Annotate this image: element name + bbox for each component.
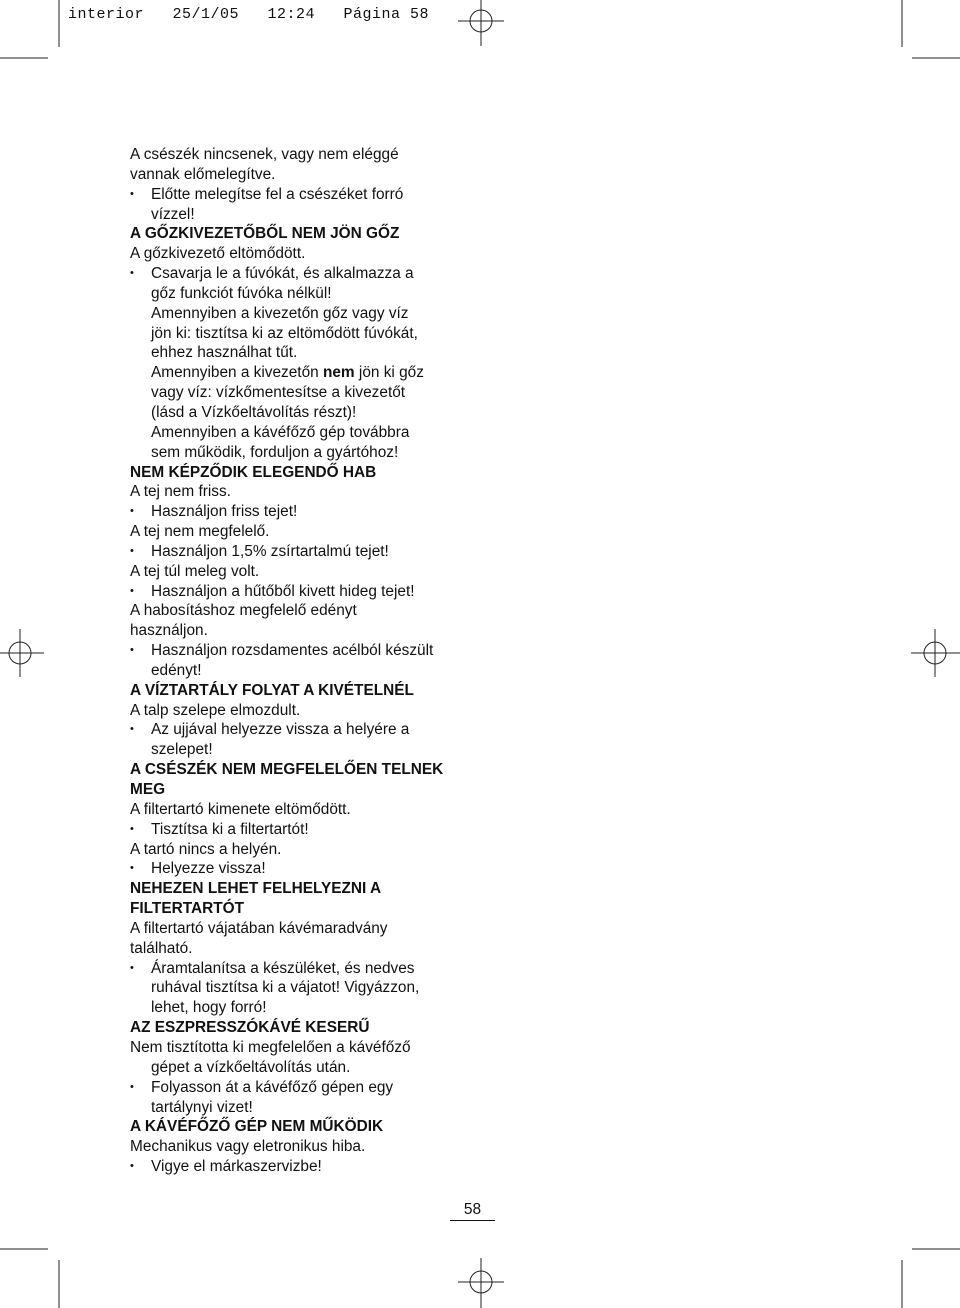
bullet-continuation: edényt! [151,661,202,679]
body-text-line: A gőzkivezető eltömődött. [130,245,306,263]
bullet-item: • Használjon a hűtőből kivett hideg tejet! [130,582,490,602]
bullet-continuation: ruhával tisztítsa ki a vájatot! Vigyázzon, [151,979,420,997]
bullet-item: • Használjon 1,5% zsírtartalmú tejet! [130,542,490,562]
body-text-line: A filtertartó vájatában kávémaradvány [130,919,388,937]
body-text-line: A talp szelepe elmozdult. [130,701,301,719]
bullet-item: • Helyezze vissza! [130,859,490,879]
bullet-item: • Áramtalanítsa a készüléket, és nedves [130,959,490,979]
registration-mark-bottom [458,1258,504,1308]
section-heading: A KÁVÉFŐZŐ GÉP NEM MŰKÖDIK [130,1118,384,1136]
bullet-continuation: ehhez használhat tűt. [151,344,298,362]
bullet-continuation: sem működik, forduljon a gyártóhoz! [151,443,399,461]
body-text-line: Nem tisztította ki megfelelően a kávéfőző [130,1038,411,1056]
bullet-continuation: gépet a vízkőeltávolítás után. [151,1058,351,1076]
bullet-item: • Az ujjával helyezze vissza a helyére a [130,720,490,740]
bullet-continuation: szelepet! [151,741,213,759]
registration-mark-top [458,0,504,46]
section-heading: AZ ESZPRESSZÓKÁVÉ KESERŰ [130,1019,370,1037]
bullet-item: • Előtte melegítse fel a csészéket forró [130,185,490,205]
body-text-line: A tej nem friss. [130,483,231,501]
section-heading: FILTERTARTÓT [130,900,244,918]
bullet-item: • Használjon friss tejet! [130,502,490,522]
text-span: jön ki gőz [354,364,424,382]
section-heading: NEM KÉPZŐDIK ELEGENDŐ HAB [130,463,377,481]
bullet-item: • Tisztítsa ki a filtertartót! [130,820,490,840]
body-text-line: A habosításhoz megfelelő edényt [130,602,357,620]
bullet-continuation: (lásd a Vízkőeltávolítás részt)! [151,403,357,421]
bullet-item: • Folyasson át a kávéfőző gépen egy [130,1078,490,1098]
bullet-item: • Csavarja le a fúvókát, és alkalmazza a [130,264,490,284]
body-text-line: használjon. [130,622,208,640]
registration-mark-left [0,629,44,677]
body-text-line: A filtertartó kimenete eltömődött. [130,800,351,818]
bullet-continuation: gőz funkciót fúvóka nélkül! [151,284,332,302]
section-heading: A VÍZTARTÁLY FOLYAT A KIVÉTELNÉL [130,681,414,699]
bullet-item: • Vigye el márkaszervizbe! [130,1157,490,1177]
body-text-line: vannak előmelegítve. [130,165,276,183]
print-slug: interior 25/1/05 12:24 Página 58 [68,6,430,23]
bullet-continuation: lehet, hogy forró! [151,999,267,1017]
text-span: Amennyiben a kivezetőn [151,364,323,382]
section-heading: A GŐZKIVEZETŐBŐL NEM JÖN GŐZ [130,225,400,243]
page-number: 58 [450,1201,495,1221]
bullet-item: • Használjon rozsdamentes acélból készült [130,641,490,661]
body-text-line: A tej túl meleg volt. [130,562,260,580]
emphasis-text: nem [322,364,355,382]
body-text-line: található. [130,939,193,957]
body-text-line: A tej nem megfelelő. [130,523,270,541]
body-text-line: A tartó nincs a helyén. [130,840,282,858]
bullet-continuation: jön ki: tisztítsa ki az eltömődött fúvókát, [151,324,418,342]
troubleshooting-text [130,145,490,1177]
bullet-continuation: Amennyiben a kivezetőn gőz vagy víz [151,304,409,322]
bullet-continuation [130,363,490,383]
bullet-continuation: Amennyiben a kávéfőző gép továbbra [151,423,410,441]
bullet-continuation: tartálynyi vizet! [151,1098,253,1116]
section-heading: NEHEZEN LEHET FELHELYEZNI A [130,880,382,898]
section-heading: A CSÉSZÉK NEM MEGFELELŐEN TELNEK [130,761,444,779]
section-heading: MEG [130,781,166,798]
registration-mark-right [911,629,960,677]
bullet-continuation: vagy víz: vízkőmentesítse a kivezetőt [151,384,406,402]
body-text-line: Mechanikus vagy eletronikus hiba. [130,1138,366,1156]
bullet-continuation: vízzel! [151,205,195,223]
body-text-line: A csészék nincsenek, vagy nem eléggé [130,146,399,163]
